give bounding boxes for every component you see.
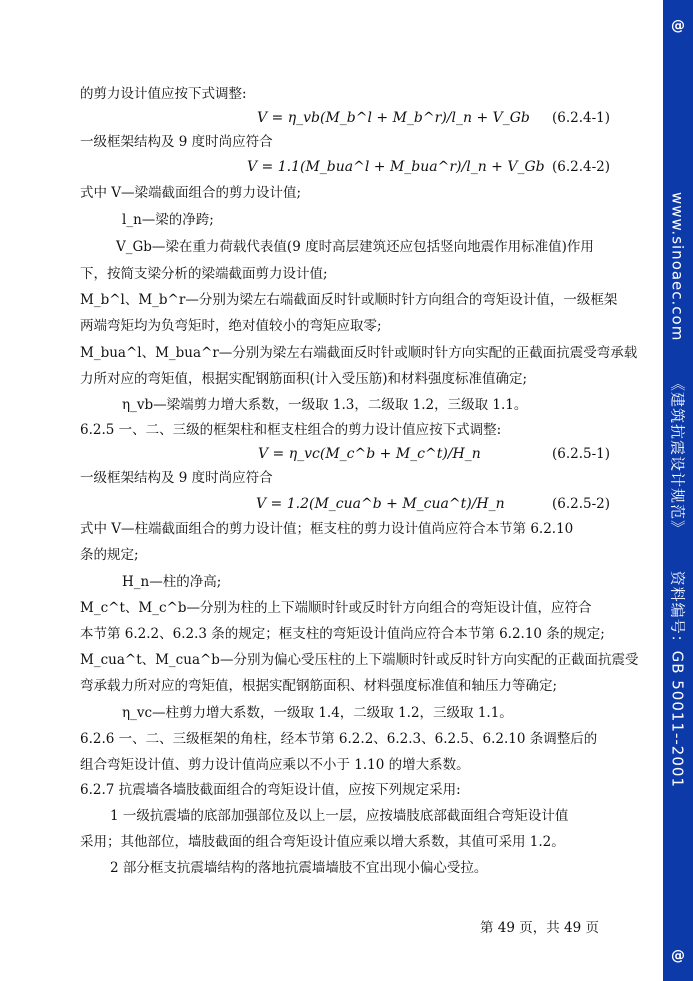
paragraph-line: η_vb—梁端剪力增大系数，一级取 1.3，二级取 1.2，三级取 1.1。: [122, 397, 528, 413]
website-link[interactable]: www.sinoaec.com: [668, 192, 687, 342]
paragraph-line: 式中 V—梁端截面组合的剪力设计值;: [80, 185, 302, 201]
section-heading-6-2-5: 6.2.5 一、二、三级的框架柱和框支柱组合的剪力设计值应按下式调整:: [80, 422, 502, 438]
paragraph-line: 条的规定;: [80, 547, 139, 563]
doc-label: 资料编号：GB 50011--2001: [668, 570, 687, 788]
paragraph-line: M_b^l、M_b^r—分别为梁左右端截面反时针或顺时针方向组合的弯矩设计值，一级框架: [80, 292, 618, 308]
paragraph-line: M_bua^l、M_bua^r—分别为梁左右端截面反时针或顺时针方向实配的正截面抗震受弯承载: [80, 345, 638, 361]
equation-6-2-5-2: V = 1.2(M_cua^b + M_cua^t)/H_n: [256, 496, 505, 512]
paragraph-line: l_n—梁的净跨;: [122, 212, 214, 228]
paragraph-line: 下，按简支梁分析的梁端截面剪力设计值;: [80, 266, 328, 282]
list-item: 1 一级抗震墙的底部加强部位及以上一层，应按墙肢底部截面组合弯矩设计值: [110, 808, 569, 824]
paragraph-line: V_Gb—梁在重力荷载代表值(9 度时高层建筑还应包括竖向地震作用标准值)作用: [116, 239, 594, 255]
paragraph-line: 采用；其他部位，墙肢截面的组合弯矩设计值应乘以增大系数，其值可采用 1.2。: [80, 834, 565, 850]
equation-number: (6.2.4-2): [552, 159, 611, 175]
list-item: 2 部分框支抗震墙结构的落地抗震墙墙肢不宜出现小偏心受拉。: [110, 860, 488, 876]
paragraph-line: 弯承载力所对应的弯矩值，根据实配钢筋面积、材料强度标准值和轴压力等确定;: [80, 678, 558, 694]
paragraph-line: 的剪力设计值应按下式调整:: [80, 86, 247, 102]
sidebar-text: [668, 192, 689, 788]
book-title: 《建筑抗震设计规范》: [668, 375, 687, 536]
sidebar-bottom-mark: @: [671, 948, 685, 964]
paragraph-line: η_vc—柱剪力增大系数，一级取 1.4，二级取 1.2，三级取 1.1。: [122, 705, 513, 721]
paragraph-line: H_n—柱的净高;: [122, 574, 222, 590]
paragraph-line: M_cua^t、M_cua^b—分别为偏心受压柱的上下端顺时针或反时针方向实配的正截面抗震受: [80, 652, 639, 668]
paragraph-line: M_c^t、M_c^b—分别为柱的上下端顺时针或反时针方向组合的弯矩设计值，应符合: [80, 600, 592, 616]
equation-6-2-4-2: V = 1.1(M_bua^l + M_bua^r)/l_n + V_Gb: [247, 159, 545, 175]
equation-number: (6.2.5-1): [552, 446, 611, 462]
page-number: 第 49 页，共 49 页: [480, 920, 600, 936]
paragraph-line: 一级框架结构及 9 度时尚应符合: [80, 134, 273, 150]
paragraph-line: 组合弯矩设计值、剪力设计值尚应乘以不小于 1.10 的增大系数。: [80, 757, 470, 773]
paragraph-line: 两端弯矩均为负弯矩时，绝对值较小的弯矩应取零;: [80, 318, 382, 334]
equation-6-2-4-1: V = η_vb(M_b^l + M_b^r)/l_n + V_Gb: [257, 110, 530, 126]
paragraph-line: 力所对应的弯矩值，根据实配钢筋面积(计入受压筋)和材料强度标准值确定;: [80, 371, 528, 387]
paragraph-line: 本节第 6.2.2、6.2.3 条的规定；框支柱的弯矩设计值尚应符合本节第 6.2.10 条的规定;: [80, 626, 605, 642]
paragraph-line: 一级框架结构及 9 度时尚应符合: [80, 470, 273, 486]
paragraph-line: 式中 V—柱端截面组合的剪力设计值；框支柱的剪力设计值尚应符合本节第 6.2.10: [80, 521, 574, 537]
sidebar-top-mark: @: [671, 18, 685, 34]
equation-6-2-5-1: V = η_vc(M_c^b + M_c^t)/H_n: [258, 446, 481, 462]
section-heading-6-2-6: 6.2.6 一、二、三级框架的角柱，经本节第 6.2.2、6.2.3、6.2.5、6.2.10 条调整后的: [80, 731, 598, 747]
section-heading-6-2-7: 6.2.7 抗震墙各墙肢截面组合的弯矩设计值，应按下列规定采用:: [80, 782, 461, 798]
equation-number: (6.2.5-2): [552, 496, 611, 512]
equation-number: (6.2.4-1): [552, 110, 611, 126]
sidebar-banner: [663, 0, 693, 981]
